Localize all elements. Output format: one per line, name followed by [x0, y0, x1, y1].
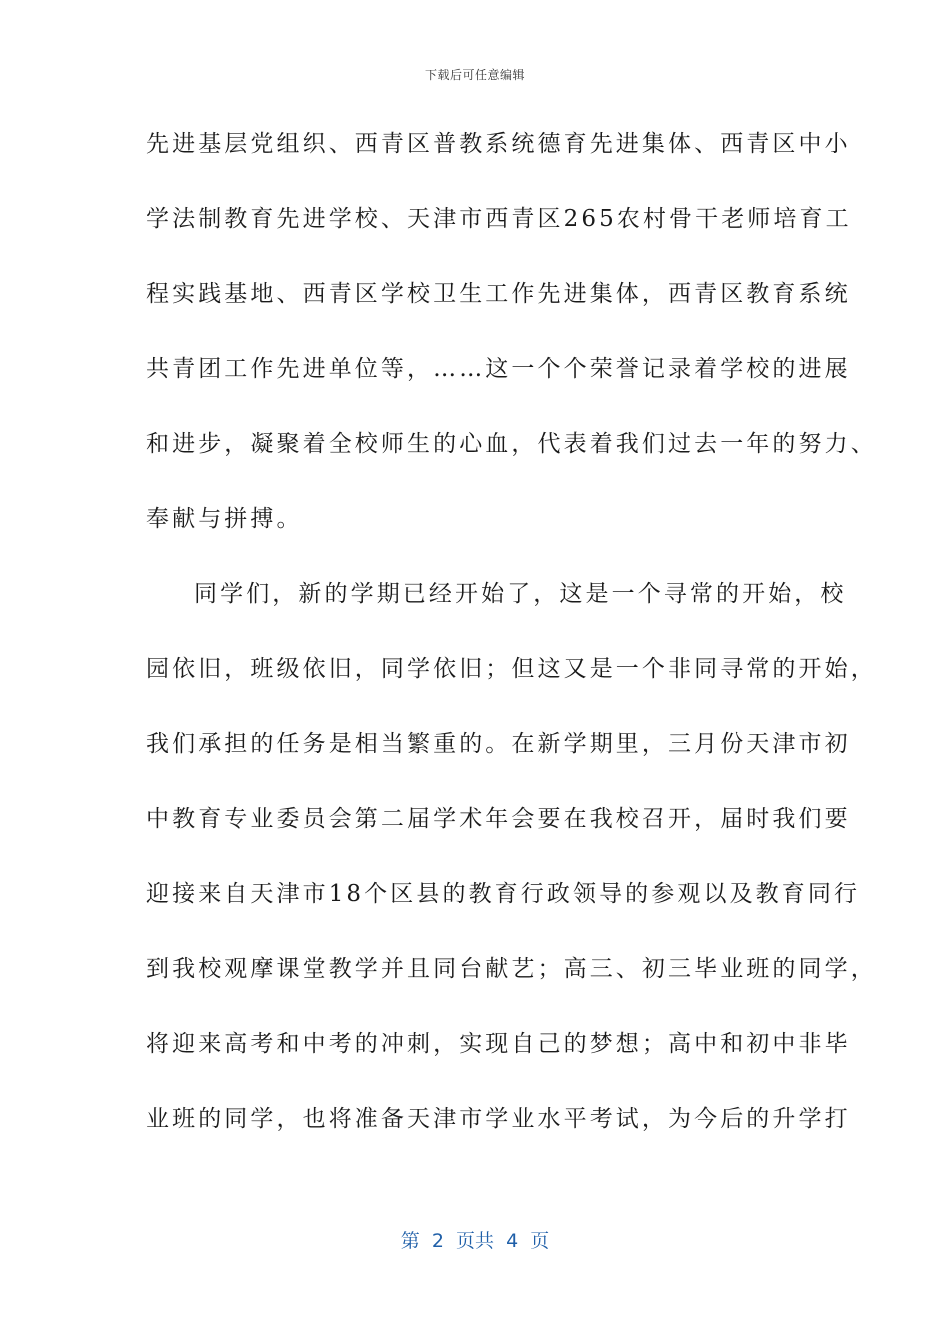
text-line: 奉献与拼搏。	[146, 506, 303, 532]
text-line: 将迎来高考和中考的冲刺，实现自己的梦想；高中和初中非毕	[146, 1031, 851, 1057]
page-header: 下载后可任意编辑	[424, 68, 525, 82]
text-line: 先进基层党组织、西青区普教系统德育先进集体、西青区中小	[146, 131, 851, 157]
text-line: 共青团工作先进单位等，……这一个个荣誉记录着学校的进展	[146, 356, 851, 382]
text-line: 和进步，凝聚着全校师生的心血，代表着我们过去一年的努力、	[146, 431, 877, 457]
text-line: 到我校观摩课堂教学并且同台献艺；高三、初三毕业班的同学，	[146, 956, 877, 982]
text-line: 业班的同学，也将准备天津市学业水平考试，为今后的升学打	[146, 1106, 851, 1132]
paragraph-first-line: 同学们，新的学期已经开始了，这是一个寻常的开始，校	[194, 581, 847, 607]
text-line: 学法制教育先进学校、天津市西青区265农村骨干老师培育工	[146, 206, 852, 232]
text-line: 迎接来自天津市18个区县的教育行政领导的参观以及教育同行	[146, 881, 861, 907]
text-line: 园依旧，班级依旧，同学依旧；但这又是一个非同寻常的开始，	[146, 656, 877, 682]
page-number-footer: 第 2 页共 4 页	[400, 1230, 550, 1252]
document-body	[146, 124, 877, 1174]
text-line: 程实践基地、西青区学校卫生工作先进集体，西青区教育系统	[146, 281, 851, 307]
text-line: 中教育专业委员会第二届学术年会要在我校召开，届时我们要	[146, 806, 851, 832]
text-line: 我们承担的任务是相当繁重的。在新学期里，三月份天津市初	[146, 731, 851, 757]
